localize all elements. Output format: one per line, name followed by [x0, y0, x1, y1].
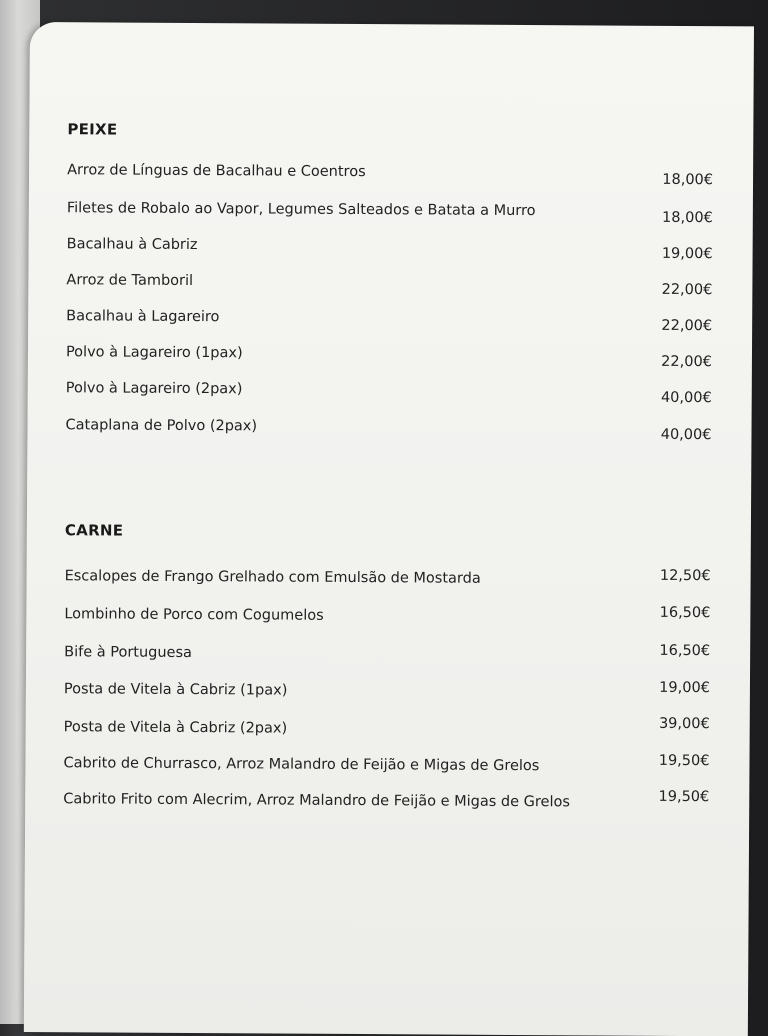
menu-item-price: 19,00€ — [659, 679, 710, 697]
menu-item-price: 40,00€ — [660, 426, 712, 444]
menu-item-name: Bife à Portuguesa — [64, 644, 192, 662]
menu-item-name: Cabrito Frito com Alecrim, Arroz Malandro de Feijão e Migas de Grelos — [63, 791, 570, 811]
menu-item-price: 12,50€ — [659, 567, 711, 585]
menu-item — [64, 644, 710, 670]
menu-item-name: Arroz de Línguas de Bacalhau e Coentros — [67, 162, 366, 181]
menu-item-name: Polvo à Lagareiro (2pax) — [65, 380, 243, 398]
menu-item — [65, 417, 711, 443]
menu-item-price: 16,50€ — [659, 604, 711, 622]
menu-item-price: 22,00€ — [661, 281, 713, 299]
menu-item-price: 40,00€ — [660, 389, 712, 407]
menu-item-price: 16,50€ — [659, 642, 711, 660]
menu-item-price: 22,00€ — [661, 353, 712, 371]
menu-item-name: Bacalhau à Lagareiro — [66, 308, 220, 326]
menu-item-name: Cabrito de Churrasco, Arroz Malandro de Feijão e Migas de Grelos — [63, 755, 540, 775]
menu-item — [63, 715, 710, 745]
menu-item-name: Lombinho de Porco com Cogumelos — [64, 606, 324, 624]
menu-item — [66, 308, 712, 334]
menu-item — [66, 272, 712, 298]
menu-item-price: 19,50€ — [658, 788, 710, 806]
menu-item — [63, 788, 710, 817]
menu-item-price: 22,00€ — [661, 317, 713, 335]
menu-item-name: Arroz de Tamboril — [66, 272, 194, 290]
section-title-carne: CARNE — [64, 521, 124, 540]
menu-item-name: Bacalhau à Cabriz — [66, 236, 198, 254]
menu-item — [64, 606, 710, 632]
menu-item — [64, 681, 710, 707]
menu-item-price: 19,50€ — [658, 752, 710, 770]
menu-item — [67, 162, 713, 188]
menu-item-name: Polvo à Lagareiro (1pax) — [65, 344, 243, 362]
menu-item — [67, 236, 713, 262]
menu-item-name: Posta de Vitela à Cabriz (2pax) — [63, 719, 288, 737]
menu-item-name: Posta de Vitela à Cabriz (1pax) — [63, 681, 288, 699]
menu-item-price: 39,00€ — [658, 715, 710, 733]
menu-item — [65, 568, 711, 594]
menu-item — [63, 752, 710, 781]
menu-item-name: Cataplana de Polvo (2pax) — [65, 417, 258, 435]
menu-item — [66, 380, 712, 406]
section-title-peixe: PEIXE — [67, 120, 118, 139]
menu-item-price: 18,00€ — [662, 171, 714, 189]
menu-item-price: 19,00€ — [661, 245, 713, 263]
menu-item — [67, 200, 713, 226]
menu-page — [24, 22, 754, 1036]
menu-item-name: Escalopes de Frango Grelhado com Emulsão de Mostarda — [64, 568, 481, 587]
menu-item — [66, 344, 712, 370]
menu-item-price: 18,00€ — [662, 209, 713, 227]
menu-item-name: Filetes de Robalo ao Vapor, Legumes Salteados e Batata a Murro — [66, 200, 536, 220]
